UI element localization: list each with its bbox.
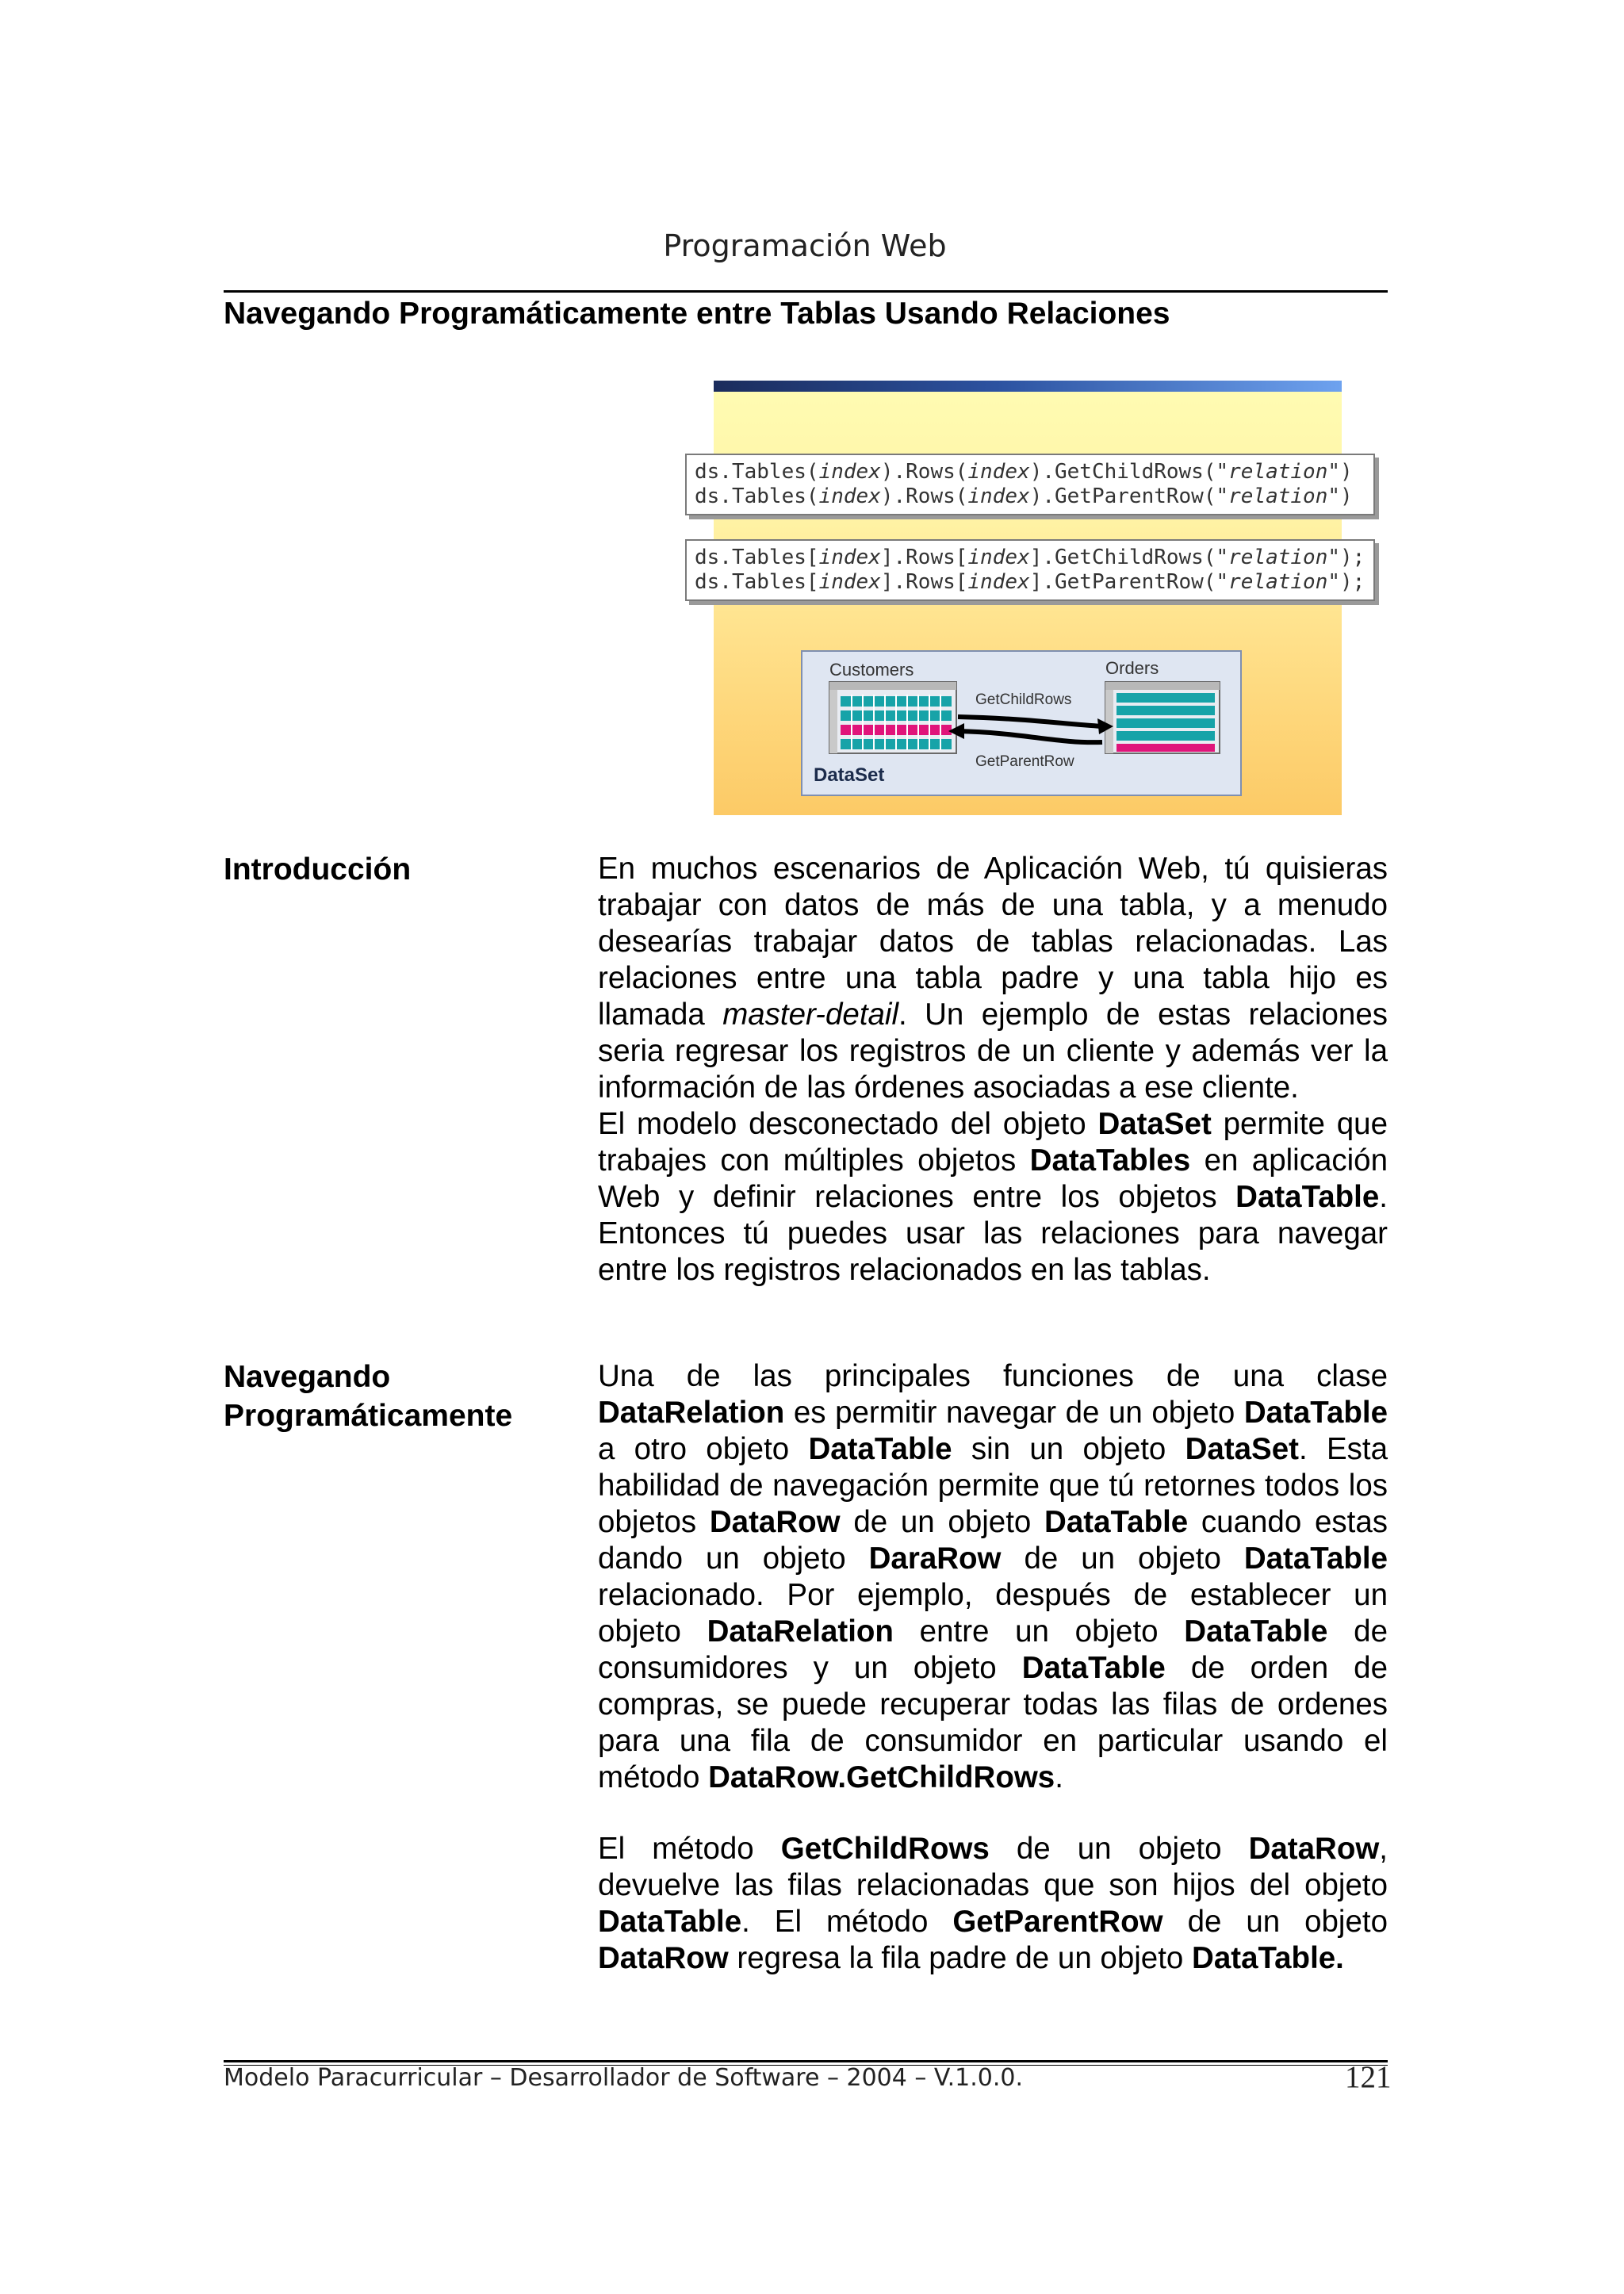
- footer-text: Modelo Paracurricular – Desarrollador de Software – 2004 – V.1.0.0.: [224, 2064, 1023, 2092]
- code-box-brackets: [685, 539, 1375, 601]
- customers-table-icon: [829, 682, 956, 753]
- intro-section: [598, 851, 1388, 1289]
- intro-paragraph-1: En muchos escenarios de Aplicación Web, tú quisieras trabajar con datos de más de una tabla, y a menudo desearías trabajar datos de tablas relacionadas. Las relaciones entre una tabla padre y una tabla hijo es llamada master-detail. Un ejemplo de estas relaciones seria regresar los registros de un cliente y además ver la información de las órdenes asociadas a ese cliente.: [598, 852, 1388, 1105]
- relations-figure: [695, 381, 1365, 815]
- get-parent-row-label: GetParentRow: [975, 753, 1074, 770]
- code-box-parentheses: [685, 454, 1375, 515]
- navigation-section: [598, 1358, 1388, 1977]
- intro-paragraph-2: El modelo desconectado del objeto DataSet permite que trabajes con múltiples objetos DataTables en aplicación Web y definir relaciones entre los objetos DataTable. Entonces tú puedes usar las relaciones para navegar entre los registros relacionados en las tablas.: [598, 1107, 1388, 1287]
- page-number: 121: [1345, 2060, 1392, 2094]
- orders-label: Orders: [1105, 658, 1159, 678]
- dataset-diagram: [801, 650, 1242, 796]
- intro-label: Introducción: [224, 852, 412, 887]
- navigation-paragraph-2: El método GetChildRows de un objeto DataRow, devuelve las filas relacionadas que son hijos del objeto DataTable. El método GetParentRow de un objeto DataRow regresa la fila padre de un objeto DataTable.: [598, 1832, 1388, 1975]
- running-header: Programación Web: [663, 228, 947, 263]
- figure-title-bar: [714, 381, 1342, 392]
- section-title: Navegando Programáticamente entre Tablas Usando Relaciones: [224, 297, 1170, 331]
- get-child-rows-label: GetChildRows: [975, 691, 1072, 708]
- code-line: ds.Tables(index).Rows(index).GetParentRow("relation"): [695, 484, 1353, 508]
- footer-rule: [224, 2060, 1388, 2062]
- customers-label: Customers: [829, 660, 914, 680]
- code-line: ds.Tables[index].Rows[index].GetParentRow("relation");: [695, 570, 1365, 594]
- navigation-label: Navegando Programáticamente: [224, 1360, 513, 1433]
- orders-table-icon: [1105, 682, 1220, 753]
- code-line: ds.Tables[index].Rows[index].GetChildRows("relation");: [695, 546, 1365, 569]
- header-rule: [224, 290, 1388, 293]
- navigation-paragraph-1: Una de las principales funciones de una clase DataRelation es permitir navegar de un objeto DataTable a otro objeto DataTable sin un objeto DataSet. Esta habilidad de navegación permite que tú retornes todos los objetos DataRow de un objeto DataTable cuando estas dando un objeto DaraRow de un objeto DataTable relacionado. Por ejemplo, después de establecer un objeto DataRelation entre un objeto DataTable de consumidores y un objeto DataTable de orden de compras, se puede recuperar todas las filas de ordenes para una fila de consumidor en particular usando el método DataRow.GetChildRows.: [598, 1359, 1388, 1794]
- relation-arrows: [958, 717, 1102, 742]
- dataset-label: DataSet: [814, 764, 885, 786]
- code-line: ds.Tables(index).Rows(index).GetChildRows("relation"): [695, 460, 1353, 484]
- relation-diagram-graphic: [802, 652, 1240, 795]
